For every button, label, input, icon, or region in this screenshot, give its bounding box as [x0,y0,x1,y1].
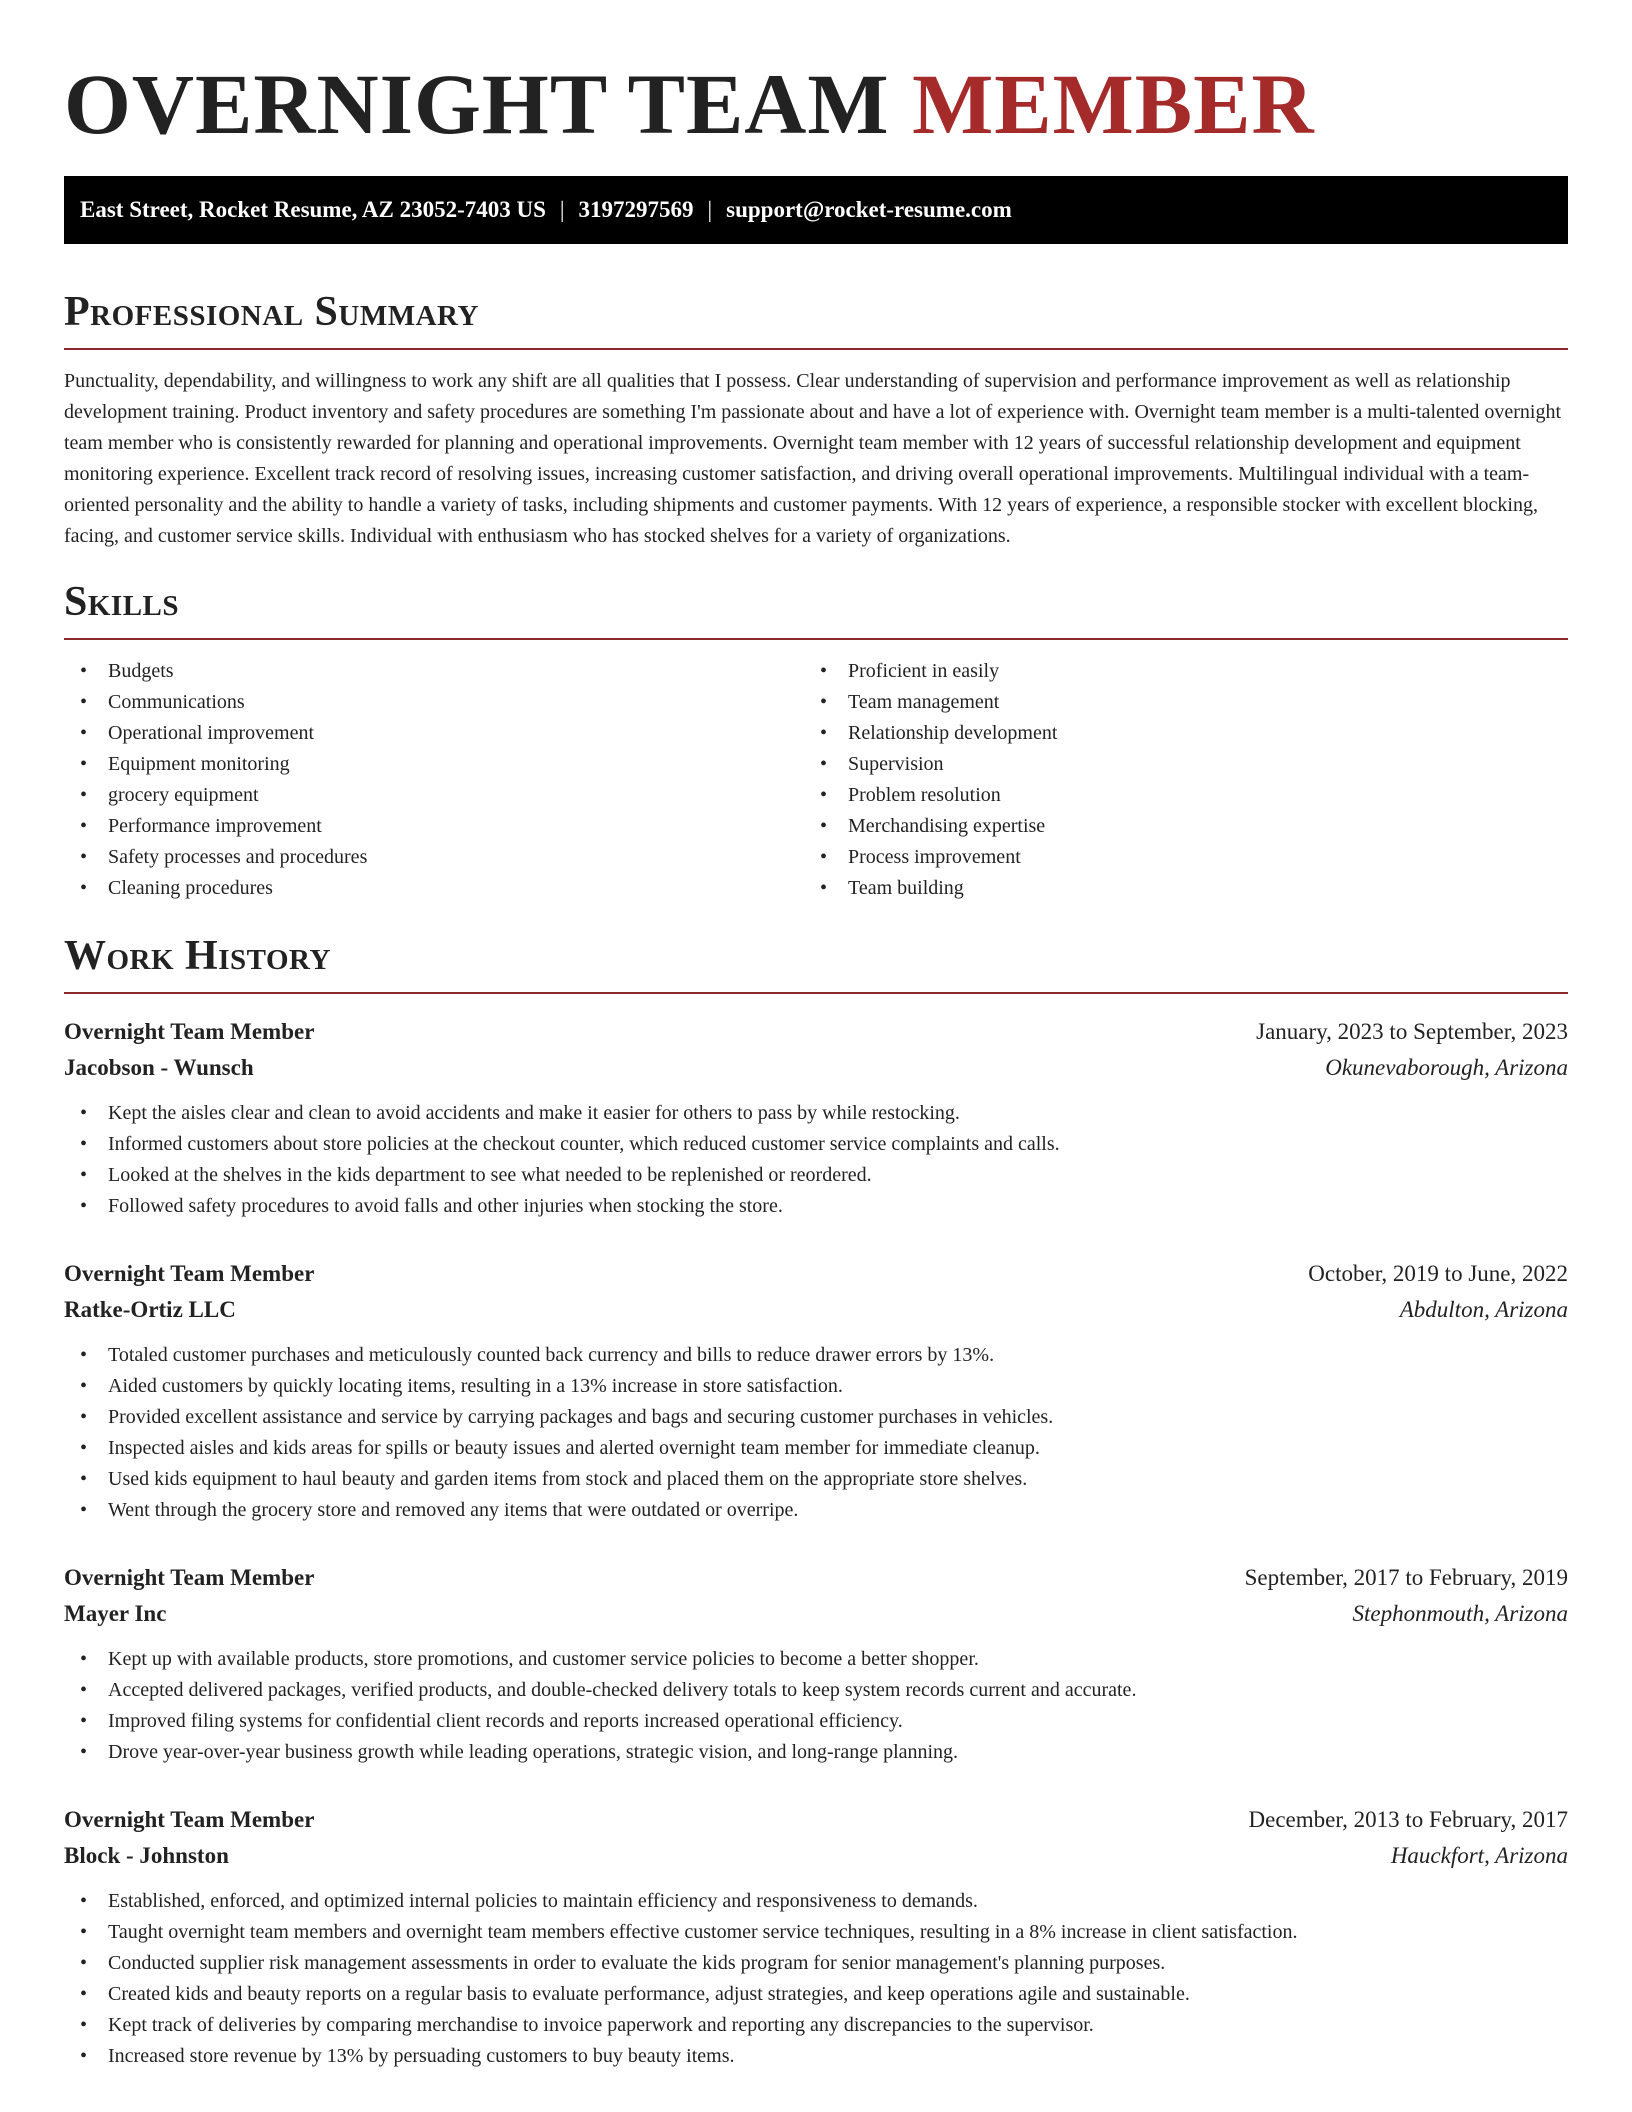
contact-separator: | [707,197,713,222]
skills-columns [64,656,1568,904]
contact-phone: 3197297569 [578,197,694,222]
skill-item: • Team building [804,873,1544,904]
job-bullet: • Improved filing systems for confidential client records and reports increased operational efficiency. [64,1706,1568,1737]
job-bullet: • Totaled customer purchases and meticulously counted back currency and bills to reduce drawer errors by 13%. [64,1340,1568,1371]
skill-item: • Budgets [64,656,804,687]
job-list [64,1014,1568,2072]
job-bullet: • Followed safety procedures to avoid falls and other injuries when stocking the store. [64,1191,1568,1222]
job-entry [64,1014,1568,1222]
skill-item: • Equipment monitoring [64,749,804,780]
job-dates: January, 2023 to September, 2023 [1256,1019,1568,1044]
job-entry [64,1256,1568,1526]
job-entry [64,1560,1568,1768]
job-dates: September, 2017 to February, 2019 [1244,1565,1568,1590]
job-company: Jacobson - Wunsch [64,1055,254,1080]
skill-item: • Supervision [804,749,1544,780]
skill-item: • Communications [64,687,804,718]
job-title: Overnight Team Member [64,1261,315,1286]
job-subheader-row [64,1838,1568,1874]
summary-heading: Professional Summary [64,288,1568,350]
resume-page [64,0,1568,2072]
job-title: Overnight Team Member [64,1019,315,1044]
skill-item: • Process improvement [804,842,1544,873]
job-company: Block - Johnston [64,1843,229,1868]
job-bullet: • Taught overnight team members and overnight team members effective customer service techniques, resulting in a 8% increase in client satisfaction. [64,1917,1568,1948]
job-bullet-list [64,1644,1568,1768]
skill-item: • Problem resolution [804,780,1544,811]
job-title: Overnight Team Member [64,1807,315,1832]
skills-right-list [804,656,1544,904]
skills-heading: Skills [64,578,1568,640]
skill-item: • Team management [804,687,1544,718]
job-bullet: • Kept the aisles clear and clean to avoid accidents and make it easier for others to pass by while restocking. [64,1098,1568,1129]
resume-name [64,54,1568,154]
summary-section [64,288,1568,552]
job-location: Stephonmouth, Arizona [1352,1601,1568,1626]
job-bullet-list [64,1098,1568,1222]
job-location: Abdulton, Arizona [1399,1297,1568,1322]
job-header-row [64,1014,1568,1050]
skills-section [64,578,1568,904]
job-dates: December, 2013 to February, 2017 [1248,1807,1568,1832]
job-bullet: • Kept track of deliveries by comparing merchandise to invoice paperwork and reporting any discrepancies to the supervisor. [64,2010,1568,2041]
job-entry [64,1802,1568,2072]
skills-left-list [64,656,804,904]
skill-item: • Relationship development [804,718,1544,749]
work-history-section [64,932,1568,2072]
job-subheader-row [64,1596,1568,1632]
job-bullet: • Kept up with available products, store promotions, and customer service policies to become a better shopper. [64,1644,1568,1675]
job-bullet: • Inspected aisles and kids areas for spills or beauty issues and alerted overnight team member for immediate cleanup. [64,1433,1568,1464]
name-accent: MEMBER [912,56,1315,152]
job-company: Ratke-Ortiz LLC [64,1297,236,1322]
contact-bar [64,176,1568,244]
job-bullet: • Created kids and beauty reports on a regular basis to evaluate performance, adjust strategies, and keep operations agile and sustainable. [64,1979,1568,2010]
skill-item: • Safety processes and procedures [64,842,804,873]
skill-item: • grocery equipment [64,780,804,811]
skill-item: • Performance improvement [64,811,804,842]
skill-item: • Cleaning procedures [64,873,804,904]
skill-item: • Merchandising expertise [804,811,1544,842]
job-bullet: • Used kids equipment to haul beauty and garden items from stock and placed them on the appropriate store shelves. [64,1464,1568,1495]
contact-email: support@rocket-resume.com [726,197,1012,222]
job-bullet-list [64,1340,1568,1526]
job-bullet-list [64,1886,1568,2072]
job-bullet: • Provided excellent assistance and service by carrying packages and bags and securing customer purchases in vehicles. [64,1402,1568,1433]
skill-item: • Operational improvement [64,718,804,749]
job-bullet: • Conducted supplier risk management assessments in order to evaluate the kids program for senior management's planning purposes. [64,1948,1568,1979]
summary-text: Punctuality, dependability, and willingness to work any shift are all qualities that I possess. Clear understanding of supervision and performance improvement as well as relationship development training. Product inventory and safety procedures are something I'm passionate about and have a lot of experience with. Overnight team member is a multi-talented overnight team member who is consistently rewarded for planning and operational improvements. Overnight team member with 12 years of successful relationship development and equipment monitoring experience. Excellent track record of resolving issues, increasing customer satisfaction, and driving overall operational improvements. Multilingual individual with a team-oriented personality and the ability to handle a variety of tasks, including shipments and customer payments. With 12 years of experience, a responsible stocker with excellent blocking, facing, and customer service skills. Individual with enthusiasm who has stocked shelves for a variety of organizations. [64,370,1562,547]
job-dates: October, 2019 to June, 2022 [1308,1261,1568,1286]
job-title: Overnight Team Member [64,1565,315,1590]
job-bullet: • Aided customers by quickly locating items, resulting in a 13% increase in store satisfaction. [64,1371,1568,1402]
job-bullet: • Drove year-over-year business growth while leading operations, strategic vision, and long-range planning. [64,1737,1568,1768]
job-header-row [64,1560,1568,1596]
job-bullet: • Accepted delivered packages, verified products, and double-checked delivery totals to keep system records current and accurate. [64,1675,1568,1706]
name-main: OVERNIGHT TEAM [64,56,890,152]
skill-item: • Proficient in easily [804,656,1544,687]
contact-address: East Street, Rocket Resume, AZ 23052-7403 US [80,197,546,222]
job-bullet: • Increased store revenue by 13% by persuading customers to buy beauty items. [64,2041,1568,2072]
job-bullet: • Established, enforced, and optimized internal policies to maintain efficiency and responsiveness to demands. [64,1886,1568,1917]
job-bullet: • Looked at the shelves in the kids department to see what needed to be replenished or reordered. [64,1160,1568,1191]
job-company: Mayer Inc [64,1601,167,1626]
job-location: Okunevaborough, Arizona [1325,1055,1568,1080]
job-subheader-row [64,1050,1568,1086]
job-subheader-row [64,1292,1568,1328]
job-header-row [64,1256,1568,1292]
contact-separator: | [559,197,565,222]
job-header-row [64,1802,1568,1838]
work-history-heading: Work History [64,932,1568,994]
job-bullet: • Informed customers about store policies at the checkout counter, which reduced customer service complaints and calls. [64,1129,1568,1160]
job-location: Hauckfort, Arizona [1390,1843,1568,1868]
job-bullet: • Went through the grocery store and removed any items that were outdated or overripe. [64,1495,1568,1526]
